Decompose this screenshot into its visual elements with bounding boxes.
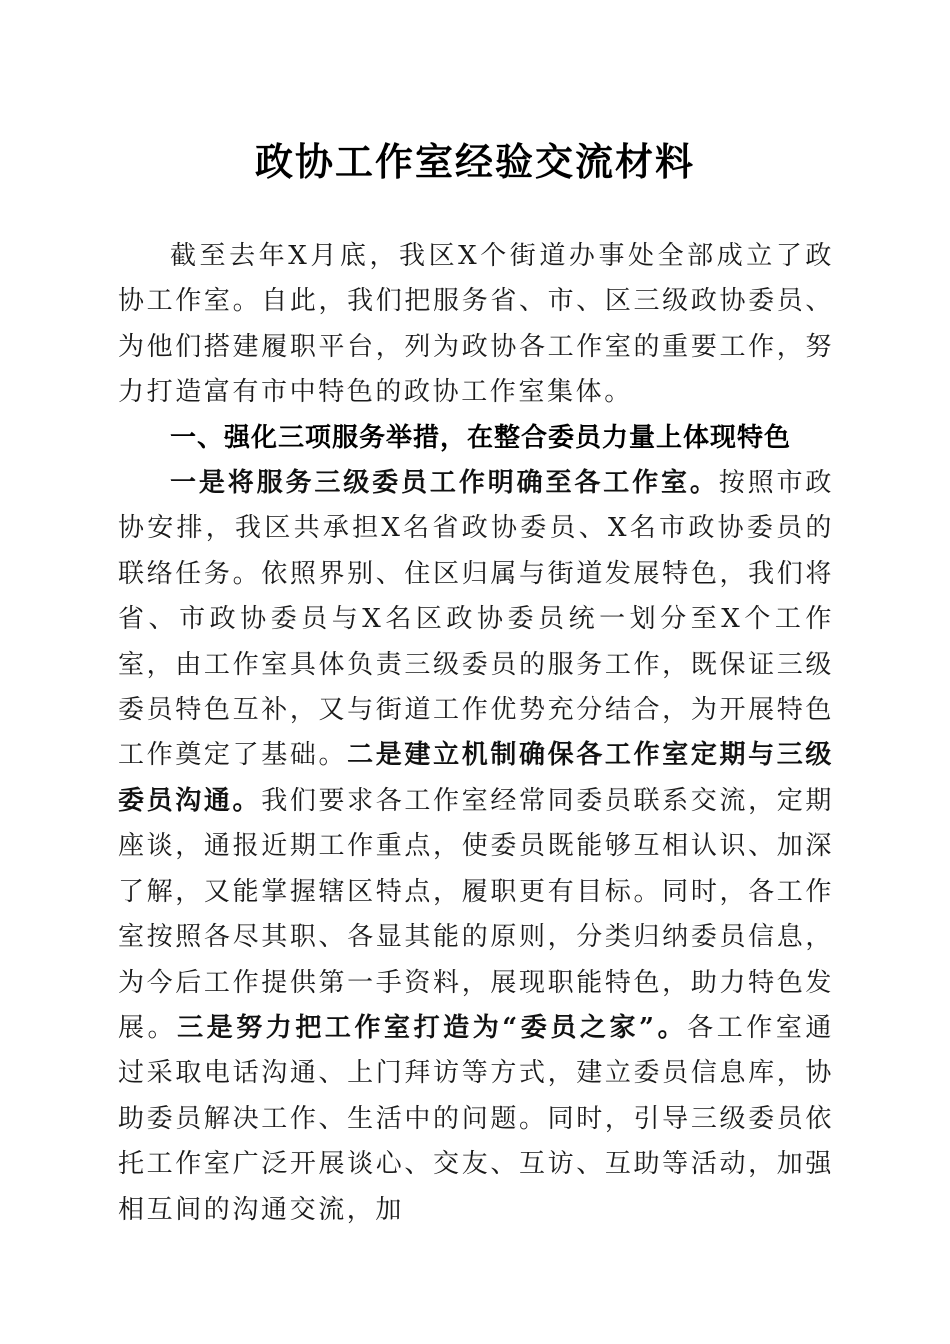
paragraph-text-2: 我们要求各工作室经常同委员联系交流，定期座谈，通报近期工作重点，使委员既能够互相认识、加深了解，又能掌握辖区特点，履职更有目标。同时，各工作室按照各尽其职、各显其能的原则，分类归纳委员信息，为今后工作提供第一手资料，展现职能特色，助力特色发展。 — [118, 785, 834, 1043]
paragraph-text-3: 各工作室通过采取电话沟通、上门拜访等方式，建立委员信息库，协助委员解决工作、生活中的问题。同时，引导三级委员依托工作室广泛开展谈心、交友、互访、互助等活动，加强相互间的沟通交流，加 — [118, 1012, 834, 1225]
section-heading: 一、强化三项服务举措，在整合委员力量上体现特色 — [170, 422, 792, 453]
section-paragraph — [118, 461, 834, 1233]
document-body — [118, 234, 834, 1233]
lead-phrase-2: 二是建立机制确保各工作室定期与三级委员沟通。 — [118, 740, 834, 816]
paragraph-text-1: 按照市政协安排，我区共承担X名省政协委员、X名市政协委员的联络任务。依照界别、住区归属与街道发展特色，我们将省、市政协委员与X名区政协委员统一划分至X个工作室，由工作室具体负责三级委员的服务工作，既保证三级委员特色互补，又与街道工作优势充分结合，为开展特色工作奠定了基础。 — [118, 468, 834, 771]
intro-paragraph: 截至去年X月底，我区X个街道办事处全部成立了政协工作室。自此，我们把服务省、市、区三级政协委员、为他们搭建履职平台，列为政协各工作室的重要工作，努力打造富有市中特色的政协工作室集体。 — [118, 241, 834, 408]
lead-phrase-3: 三是努力把工作室打造为“委员之家”。 — [177, 1012, 688, 1043]
document-title: 政协工作室经验交流材料 — [254, 139, 695, 184]
lead-phrase-1: 一是将服务三级委员工作明确至各工作室。 — [170, 468, 719, 499]
